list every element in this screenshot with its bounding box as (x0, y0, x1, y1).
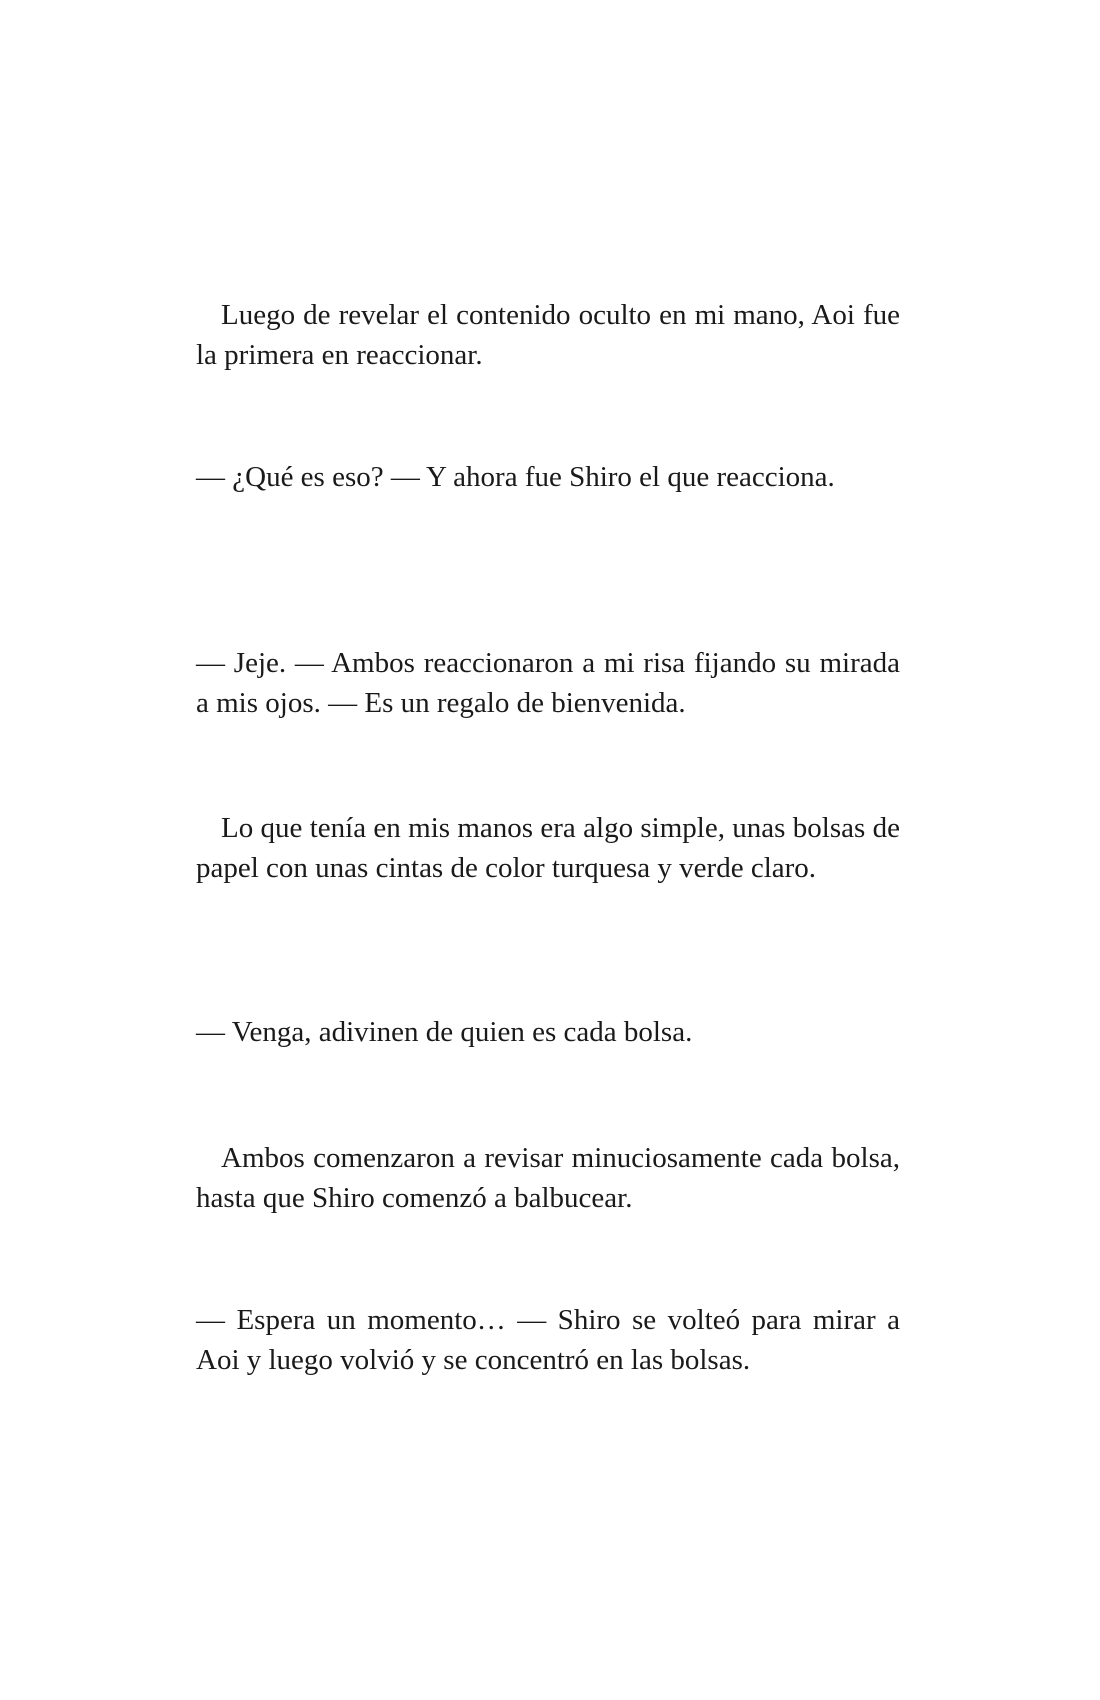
paragraph-dialogue-2: — Jeje. — Ambos reaccionaron a mi risa fijando su mirada a mis ojos. — Es un regalo de bienvenida. (196, 647, 900, 719)
paragraph-narration-1: Luego de revelar el contenido oculto en mi mano, Aoi fue la primera en reaccionar. (196, 299, 900, 371)
paragraph-dialogue-4: — Espera un momento… — Shiro se volteó para mirar a Aoi y luego volvió y se concentró en las bolsas. (196, 1304, 900, 1376)
paragraph-narration-3: Ambos comenzaron a revisar minuciosamente cada bolsa, hasta que Shiro comenzó a balbucear. (196, 1142, 900, 1214)
paragraph-narration-2: Lo que tenía en mis manos era algo simple, unas bolsas de papel con unas cintas de color turquesa y verde claro. (196, 812, 900, 884)
paragraph-dialogue-1: — ¿Qué es eso? — Y ahora fue Shiro el que reacciona. (196, 461, 835, 493)
paragraph-dialogue-3: — Venga, adivinen de quien es cada bolsa. (196, 1016, 693, 1048)
